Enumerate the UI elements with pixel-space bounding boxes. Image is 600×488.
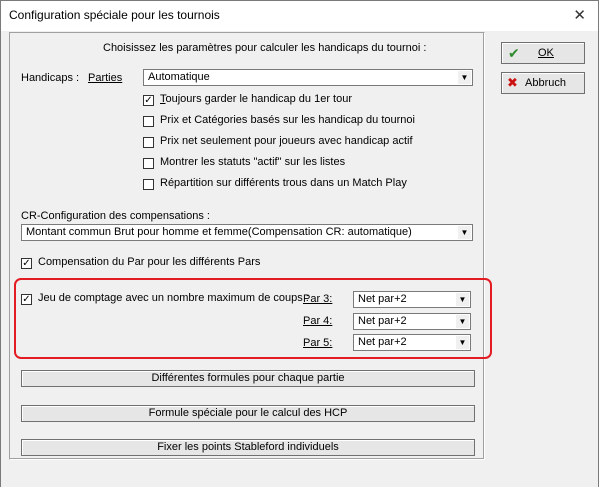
par5-select-value: Net par+2	[358, 336, 407, 348]
formules-button[interactable]: Différentes formules pour chaque partie	[21, 370, 475, 387]
chevron-down-icon[interactable]: ▼	[456, 336, 469, 349]
title-bar[interactable]	[1, 1, 598, 31]
option-1-label: Toujours garder le handicap du 1er tour	[160, 93, 353, 105]
formule-hcp-button[interactable]: Formule spéciale pour le calcul des HCP	[21, 405, 475, 422]
option-5-label: Répartition sur différents trous dans un Match Play	[160, 177, 407, 189]
chevron-down-icon[interactable]: ▼	[456, 293, 469, 306]
intro-text: Choisissez les paramètres pour calculer les handicaps du tournoi :	[103, 42, 427, 54]
cancel-x-icon: ✖	[507, 75, 518, 90]
handicaps-label: Handicaps :	[21, 72, 80, 84]
par5-label: Par 5:	[303, 337, 333, 349]
cr-config-select-value: Montant commun Brut pour homme et femme(Compensation CR: automatique)	[26, 226, 412, 238]
abbruch-button[interactable]	[501, 72, 585, 94]
window-title: Configuration spéciale pour les tournois	[9, 8, 220, 22]
par4-select[interactable]	[353, 313, 471, 330]
jeu-comptage-checkbox[interactable]: ✓	[22, 294, 31, 305]
ok-label: OK	[538, 47, 554, 59]
option-4-label: Montrer les statuts "actif" sur les listes	[160, 156, 346, 168]
parties-label: Parties	[88, 72, 123, 84]
par5-select[interactable]	[353, 334, 471, 351]
compensation-par-checkbox[interactable]: ✓	[22, 258, 31, 269]
par4-label: Par 4:	[303, 315, 333, 327]
check-icon: ✔	[508, 45, 520, 61]
par3-label: Par 3:	[303, 293, 333, 305]
chevron-down-icon[interactable]: ▼	[458, 71, 471, 84]
stableford-button[interactable]: Fixer les points Stableford individuels	[21, 439, 475, 456]
chevron-down-icon[interactable]: ▼	[456, 315, 469, 328]
option-2-label: Prix et Catégories basés sur les handicap du tournoi	[160, 114, 415, 126]
option-4-checkbox[interactable]	[143, 158, 154, 169]
par4-select-value: Net par+2	[358, 315, 407, 327]
option-3-checkbox[interactable]	[143, 137, 154, 148]
chevron-down-icon[interactable]: ▼	[458, 226, 471, 239]
cr-config-select[interactable]	[21, 224, 473, 241]
parties-select[interactable]	[143, 69, 473, 86]
option-1-checkbox[interactable]: ✓	[144, 95, 153, 106]
abbruch-label: Abbruch	[525, 77, 566, 89]
compensation-par-label: Compensation du Par pour les différents Pars	[38, 256, 261, 268]
option-2-checkbox[interactable]	[143, 116, 154, 127]
par3-select-value: Net par+2	[358, 293, 407, 305]
jeu-comptage-label: Jeu de comptage avec un nombre maximum de coups :	[38, 292, 309, 304]
close-icon[interactable]: ✕	[573, 7, 586, 24]
parties-select-value: Automatique	[148, 71, 210, 83]
cr-config-label: CR-Configuration des compensations :	[21, 210, 210, 222]
option-5-checkbox[interactable]	[143, 179, 154, 190]
ok-button[interactable]	[501, 42, 585, 64]
par3-select[interactable]	[353, 291, 471, 308]
option-3-label: Prix net seulement pour joueurs avec handicap actif	[160, 135, 413, 147]
